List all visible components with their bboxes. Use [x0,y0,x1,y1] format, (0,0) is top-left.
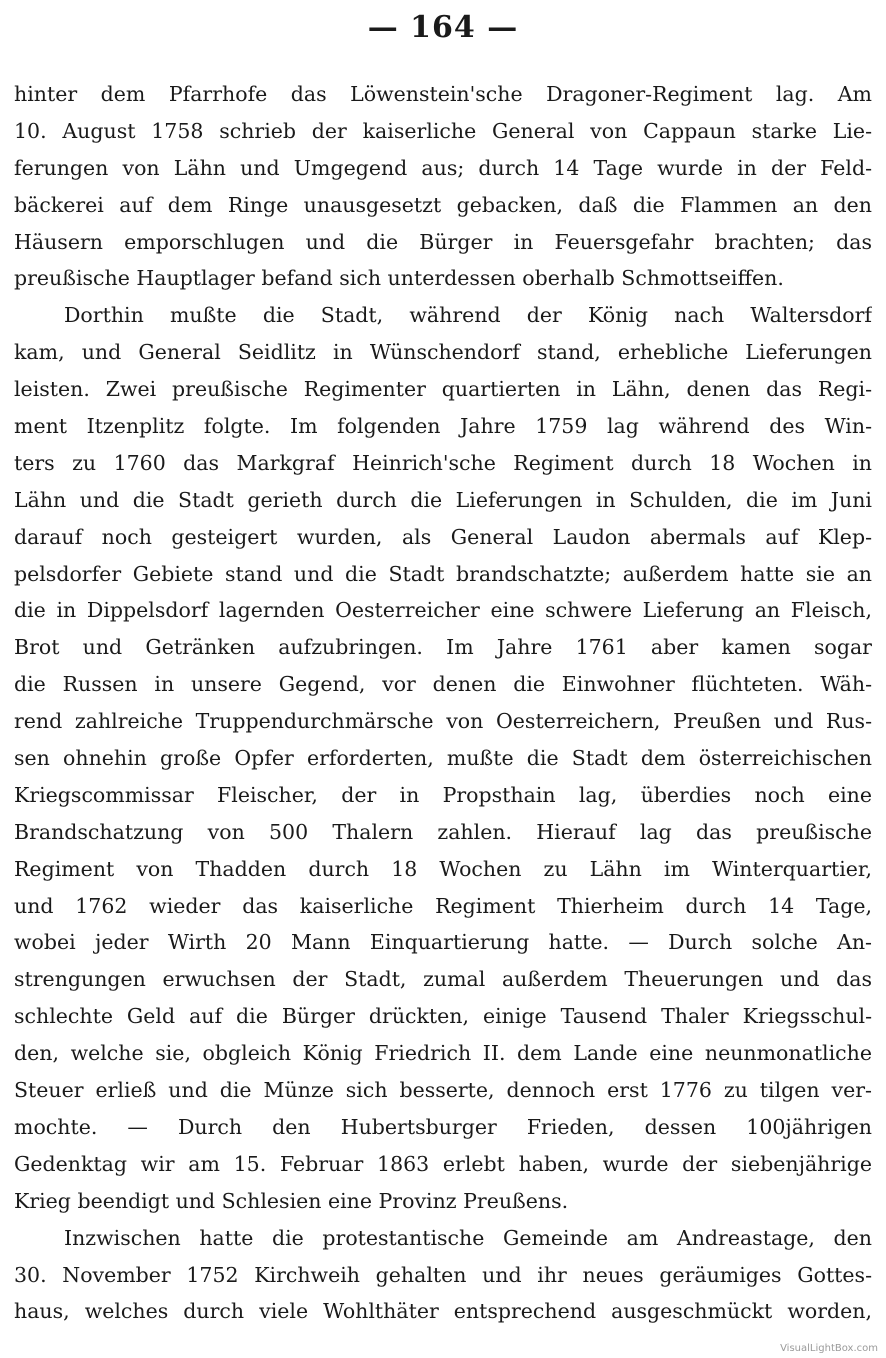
text-line: hinter dem Pfarrhofe das Löwenstein'sche Dragoner-Regiment lag. Am [14,82,872,106]
text-line: wobei jeder Wirth 20 Mann Einquartierung hatte. — Durch solche An- [14,930,872,955]
watermark: VisualLightBox.com [780,1343,878,1354]
text-line: Häusern emporschlugen und die Bürger in Feuersgefahr brachten; das [14,229,872,254]
text-line: Steuer erließ und die Münze sich besserte, dennoch erst 1776 zu tilgen ver- [14,1078,872,1103]
text-line: darauf noch gesteigert wurden, als General Laudon abermals auf Klep- [14,524,872,549]
text-line: 10. August 1758 schrieb der kaiserliche General von Cappaun starke Lie- [14,118,872,143]
text-line: die in Dippelsdorf lagernden Oesterreicher eine schwere Lieferung an Fleisch, [14,598,872,623]
text-line: den, welche sie, obgleich König Friedrich II. dem Lande eine neunmonatliche [14,1041,872,1066]
text-line: Dorthin mußte die Stadt, während der König nach Waltersdorf [64,303,872,328]
text-line: ters zu 1760 das Markgraf Heinrich'sche Regiment durch 18 Wochen in [14,450,872,475]
text-line: kam, und General Seidlitz in Wünschendorf stand, erhebliche Lieferungen [14,340,872,365]
text-line: Kriegscommissar Fleischer, der in Propsthain lag, überdies noch eine [14,782,872,807]
body-text [14,76,872,1330]
text-line: und 1762 wieder das kaiserliche Regiment Thierheim durch 14 Tage, [14,893,872,918]
text-line: ment Itzenplitz folgte. Im folgenden Jahre 1759 lag während des Win- [14,414,872,439]
text-line: sen ohnehin große Opfer erforderten, mußte die Stadt dem österreichischen [14,746,872,771]
text-line: Gedenktag wir am 15. Februar 1863 erlebt haben, wurde der siebenjährige [14,1151,872,1176]
text-line: Krieg beendigt und Schlesien eine Provinz Preußens. [14,1188,569,1213]
text-line: pelsdorfer Gebiete stand und die Stadt brandschatzte; außerdem hatte sie an [14,561,872,586]
text-line: Lähn und die Stadt gerieth durch die Lieferungen in Schulden, die im Juni [14,487,872,512]
text-line: mochte. — Durch den Hubertsburger Frieden, dessen 100jährigen [14,1114,872,1139]
text-line: bäckerei auf dem Ringe unausgesetzt gebacken, daß die Flammen an den [14,192,872,217]
text-line: 30. November 1752 Kirchweih gehalten und ihr neues geräumiges Gottes- [14,1262,872,1287]
text-line: strengungen erwuchsen der Stadt, zumal außerdem Theuerungen und das [14,967,872,992]
text-line: Regiment von Thadden durch 18 Wochen zu Lähn im Winterquartier, [14,856,872,881]
text-line: ferungen von Lähn und Umgegend aus; durch 14 Tage wurde in der Feld- [14,155,872,180]
text-line: Brot und Getränken aufzubringen. Im Jahre 1761 aber kamen sogar [14,635,872,660]
text-line: Brandschatzung von 500 Thalern zahlen. Hierauf lag das preußische [14,819,872,844]
text-line: leisten. Zwei preußische Regimenter quartierten in Lähn, denen das Regi- [14,377,872,402]
text-line: preußische Hauptlager befand sich unterdessen oberhalb Schmottseiffen. [14,266,784,291]
text-line: haus, welches durch viele Wohlthäter entsprechend ausgeschmückt worden, [14,1299,872,1324]
text-line: rend zahlreiche Truppendurchmärsche von Oesterreichern, Preußen und Rus- [14,709,872,734]
text-line: die Russen in unsere Gegend, vor denen die Einwohner flüchteten. Wäh- [14,672,872,697]
text-line: schlechte Geld auf die Bürger drückten, einige Tausend Thaler Kriegsschul- [14,1004,872,1029]
page-number: — 164 — [367,10,519,45]
text-line: Inzwischen hatte die protestantische Gemeinde am Andreastage, den [64,1225,872,1250]
